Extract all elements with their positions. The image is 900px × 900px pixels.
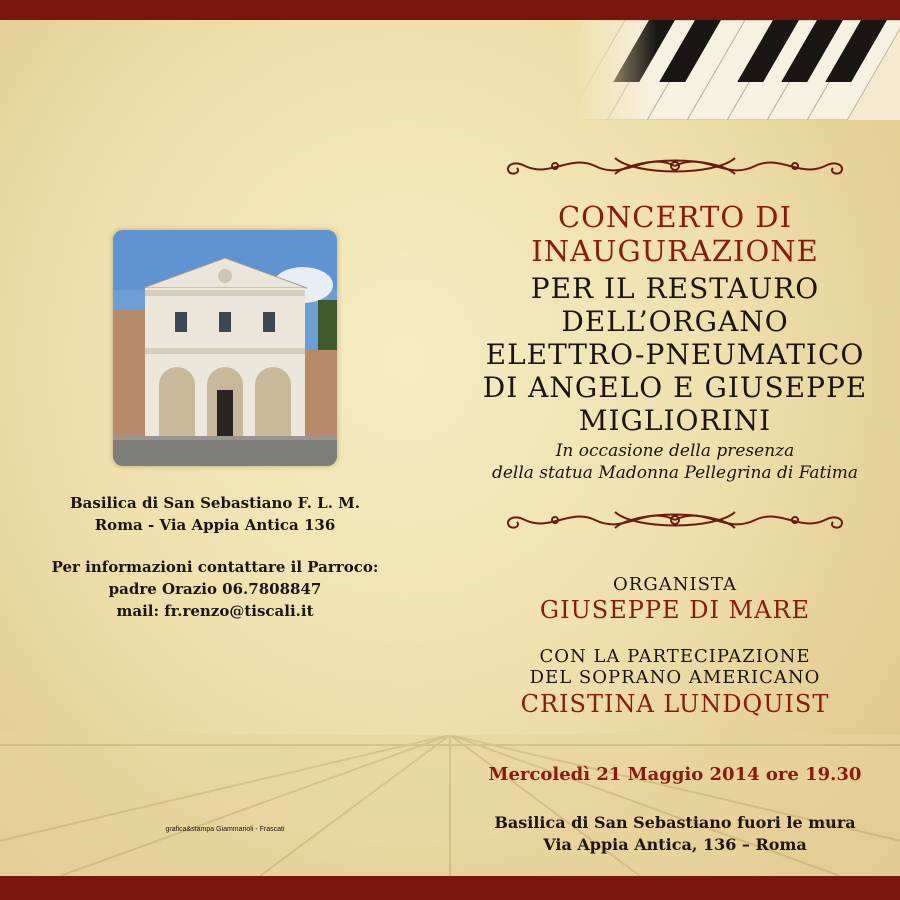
contact-email: mail: fr.renzo@tiscali.it — [116, 602, 314, 620]
subtitle-line-3: ELETTRO-PNEUMATICO — [485, 338, 865, 371]
flourish-ornament-top — [495, 146, 855, 186]
print-credit: grafica&stampa Giammarioli - Frascati — [165, 826, 285, 833]
subtitle-line-1: PER IL RESTAURO — [530, 272, 820, 305]
organist-label: ORGANISTA — [613, 574, 737, 595]
church-facade-photo — [113, 230, 337, 466]
title-block — [495, 200, 855, 268]
event-location-line-2: Via Appia Antica, 136 – Roma — [543, 835, 807, 854]
venue-address: Roma - Via Appia Antica 136 — [94, 516, 336, 534]
top-border-band — [0, 0, 900, 20]
occasion-line-2: della statua Madonna Pellegrina di Fatima — [491, 463, 859, 483]
participation-line-1: CON LA PARTECIPAZIONE — [539, 646, 811, 667]
piano-keys-image — [575, 20, 900, 120]
soprano-name: CRISTINA LUNDQUIST — [520, 690, 830, 718]
bottom-border-band — [0, 876, 900, 900]
title-line-1: CONCERTO DI — [557, 200, 793, 234]
contact-block — [40, 556, 390, 622]
subtitle-line-2: DELL’ORGANO — [561, 305, 789, 338]
occasion-block — [470, 440, 880, 484]
event-date-time: Mercoledì 21 Maggio 2014 ore 19.30 — [488, 764, 862, 785]
participation-line-2: DEL SOPRANO AMERICANO — [529, 667, 821, 688]
venue-name: Basilica di San Sebastiano F. L. M. — [69, 494, 360, 512]
organist-name: GIUSEPPE DI MARE — [539, 596, 811, 624]
contact-phone: padre Orazio 06.7808847 — [108, 580, 322, 598]
subtitle-line-5: MIGLIORINI — [578, 404, 772, 437]
venue-block — [40, 492, 390, 536]
event-location-line-1: Basilica di San Sebastiano fuori le mura — [494, 813, 856, 832]
participation-block — [480, 646, 870, 688]
occasion-line-1: In occasione della presenza — [555, 441, 795, 461]
contact-heading: Per informazioni contattare il Parroco: — [51, 558, 379, 576]
subtitle-block — [475, 272, 875, 437]
event-location-block — [470, 812, 880, 856]
flourish-ornament-bottom — [495, 500, 855, 540]
title-line-2: INAUGURAZIONE — [531, 234, 819, 268]
subtitle-line-4: DI ANGELO E GIUSEPPE — [482, 371, 868, 404]
